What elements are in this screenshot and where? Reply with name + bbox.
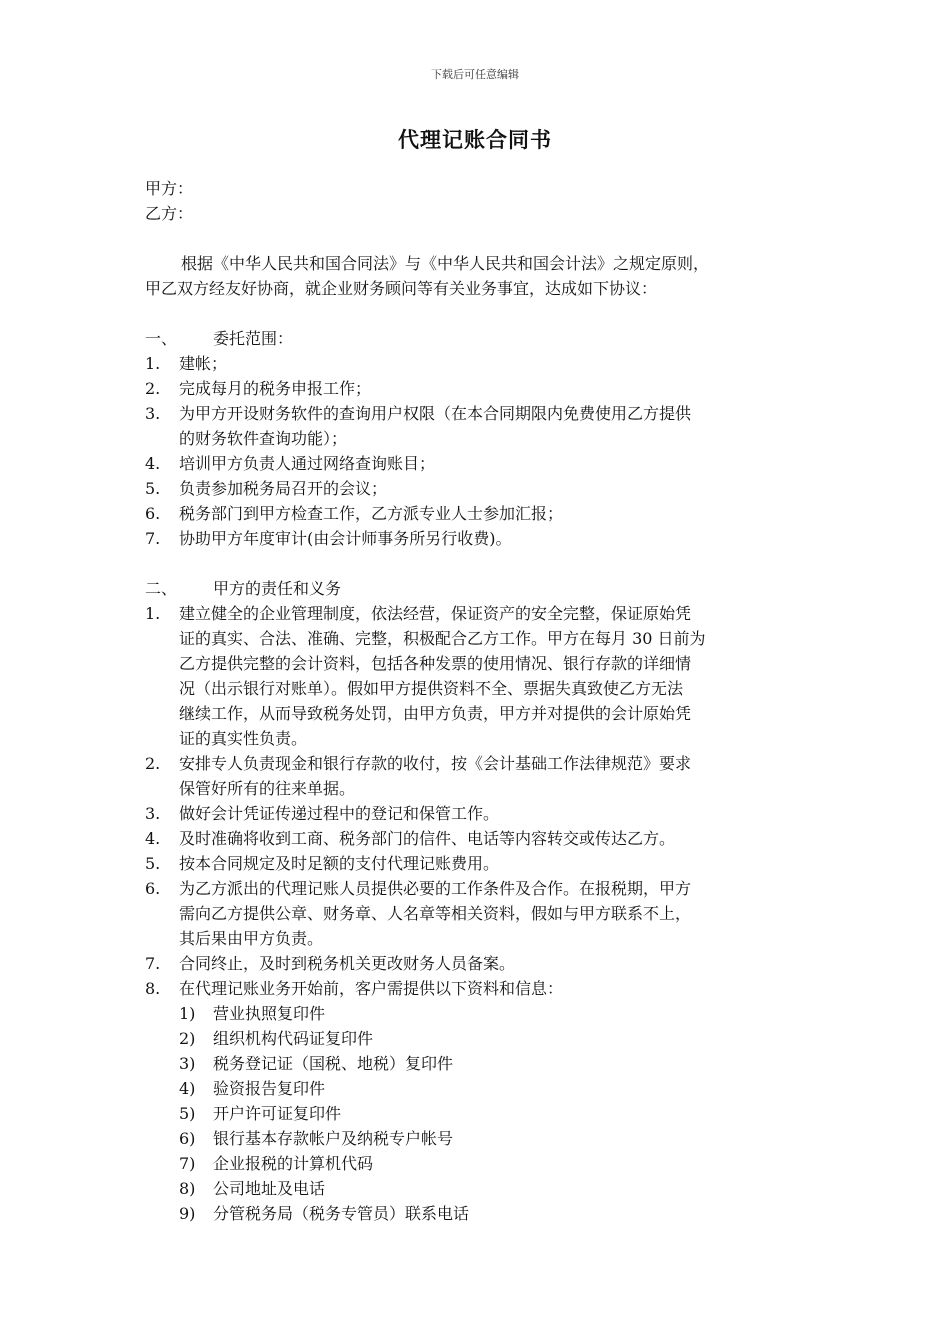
sub-list-item-number: 7) (179, 1154, 196, 1173)
list-item-line (145, 901, 825, 926)
list-item-text: 按本合同规定及时足额的支付代理记账费用。 (179, 854, 500, 873)
sub-list-item-text: 银行基本存款帐户及纳税专户帐号 (213, 1129, 454, 1148)
list-item-line (145, 351, 825, 376)
sub-list-item (145, 1101, 825, 1126)
sub-list-item-text: 分管税务局（税务专管员）联系电话 (213, 1204, 470, 1223)
list-item-line (145, 626, 825, 651)
sub-list-item (145, 1051, 825, 1076)
preamble-line: 根据《中华人民共和国合同法》与《中华人民共和国会计法》之规定原则， (181, 254, 710, 273)
list-item-text: 为乙方派出的代理记账人员提供必要的工作条件及合作。在报税期，甲方 (179, 879, 692, 898)
party-b-line: 乙方： (145, 204, 194, 223)
sub-list-item (145, 1026, 825, 1051)
list-item-number: 6. (145, 879, 161, 898)
list-item-line (145, 751, 825, 776)
list-item-text: 乙方提供完整的会计资料，包括各种发票的使用情况、银行存款的详细情 (179, 654, 692, 673)
list-item-text: 协助甲方年度审计(由会计师事务所另行收费)。 (179, 529, 512, 548)
list-item-number: 5. (145, 479, 161, 498)
list-item-line (145, 376, 825, 401)
list-item-number: 7. (145, 954, 161, 973)
sub-list-item (145, 1201, 825, 1226)
list-item-number: 2. (145, 379, 161, 398)
list-item-line (145, 651, 825, 676)
section2-sublist (145, 1001, 825, 1226)
sub-list-item-text: 组织机构代码证复印件 (213, 1029, 374, 1048)
list-item-text: 证的真实性负责。 (179, 729, 308, 748)
section-number: 一、 (145, 329, 178, 348)
section1-list (145, 351, 825, 551)
list-item-text: 其后果由甲方负责。 (179, 929, 324, 948)
list-item-line (145, 876, 825, 901)
list-item-number: 2. (145, 754, 161, 773)
list-item-number: 8. (145, 979, 161, 998)
list-item-number: 4. (145, 829, 161, 848)
list-item-line (145, 426, 825, 451)
sub-list-item-text: 营业执照复印件 (213, 1004, 326, 1023)
list-item-number: 4. (145, 454, 161, 473)
sub-list-item-text: 公司地址及电话 (213, 1179, 326, 1198)
list-item-text: 为甲方开设财务软件的查询用户权限（在本合同期限内免费使用乙方提供 (179, 404, 692, 423)
list-item-line (145, 826, 825, 851)
list-item-line (145, 601, 825, 626)
list-item-line (145, 401, 825, 426)
list-item-text: 做好会计凭证传递过程中的登记和保管工作。 (179, 804, 500, 823)
list-item-text: 合同终止，及时到税务机关更改财务人员备案。 (179, 954, 516, 973)
section-title: 委托范围： (213, 329, 294, 348)
list-item-line (145, 976, 825, 1001)
list-item-line (145, 726, 825, 751)
list-item-text: 税务部门到甲方检查工作，乙方派专业人士参加汇报； (179, 504, 564, 523)
list-item-text: 需向乙方提供公章、财务章、人名章等相关资料，假如与甲方联系不上， (179, 904, 692, 923)
list-item-text: 保管好所有的往来单据。 (179, 779, 356, 798)
list-item-line (145, 701, 825, 726)
sub-list-item (145, 1126, 825, 1151)
sub-list-item-number: 3) (179, 1054, 196, 1073)
sub-list-item-text: 企业报税的计算机代码 (213, 1154, 374, 1173)
list-item-line (145, 676, 825, 701)
list-item-line (145, 951, 825, 976)
section-heading (145, 326, 825, 351)
list-item-number: 6. (145, 504, 161, 523)
section-heading (145, 576, 825, 601)
sub-list-item-text: 验资报告复印件 (213, 1079, 326, 1098)
list-item-text: 完成每月的税务申报工作； (179, 379, 372, 398)
list-item-number: 7. (145, 529, 161, 548)
list-item-number: 3. (145, 404, 161, 423)
document-title: 代理记账合同书 (398, 127, 552, 152)
sub-list-item-number: 6) (179, 1129, 196, 1148)
sub-list-item-number: 2) (179, 1029, 196, 1048)
list-item-line (145, 851, 825, 876)
list-item-text: 负责参加税务局召开的会议； (179, 479, 388, 498)
sub-list-item-number: 8) (179, 1179, 196, 1198)
list-item-text: 况（出示银行对账单）。假如甲方提供资料不全、票据失真致使乙方无法 (179, 679, 684, 698)
list-item-line (145, 451, 825, 476)
list-item-text: 证的真实、合法、准确、完整，积极配合乙方工作。甲方在每月 30 日前为 (179, 629, 706, 648)
list-item-text: 建立健全的企业管理制度，依法经营，保证资产的安全完整，保证原始凭 (179, 604, 692, 623)
sub-list-item (145, 1001, 825, 1026)
list-item-line (145, 476, 825, 501)
party-a-line: 甲方： (145, 179, 194, 198)
list-item-text: 安排专人负责现金和银行存款的收付，按《会计基础工作法律规范》要求 (179, 754, 692, 773)
sub-list-item-number: 4) (179, 1079, 196, 1098)
preamble-line: 甲乙双方经友好协商，就企业财务顾问等有关业务事宜，达成如下协议： (145, 279, 658, 298)
list-item-number: 5. (145, 854, 161, 873)
list-item-text: 及时准确将收到工商、税务部门的信件、电话等内容转交或传达乙方。 (179, 829, 676, 848)
sub-list-item-number: 5) (179, 1104, 196, 1123)
sub-list-item (145, 1076, 825, 1101)
list-item-line (145, 776, 825, 801)
document-body (145, 176, 825, 1226)
list-item-text: 的财务软件查询功能）； (179, 429, 348, 448)
list-item-line (145, 526, 825, 551)
section-title: 甲方的责任和义务 (213, 579, 342, 598)
list-item-text: 在代理记账业务开始前，客户需提供以下资料和信息： (179, 979, 564, 998)
sub-list-item (145, 1176, 825, 1201)
list-item-line (145, 501, 825, 526)
section2-list (145, 601, 825, 1001)
section-number: 二、 (145, 579, 178, 598)
sub-list-item-number: 1) (179, 1004, 196, 1023)
list-item-line (145, 801, 825, 826)
list-item-line (145, 926, 825, 951)
list-item-number: 1. (145, 604, 161, 623)
list-item-number: 3. (145, 804, 161, 823)
list-item-text: 继续工作，从而导致税务处罚，由甲方负责，甲方并对提供的会计原始凭 (179, 704, 692, 723)
sub-list-item (145, 1151, 825, 1176)
header-note: 下载后可任意编辑 (431, 68, 519, 81)
sub-list-item-number: 9) (179, 1204, 196, 1223)
list-item-number: 1. (145, 354, 161, 373)
sub-list-item-text: 税务登记证（国税、地税）复印件 (213, 1054, 454, 1073)
list-item-text: 建帐； (179, 354, 228, 373)
sub-list-item-text: 开户许可证复印件 (213, 1104, 342, 1123)
list-item-text: 培训甲方负责人通过网络查询账目； (179, 454, 436, 473)
